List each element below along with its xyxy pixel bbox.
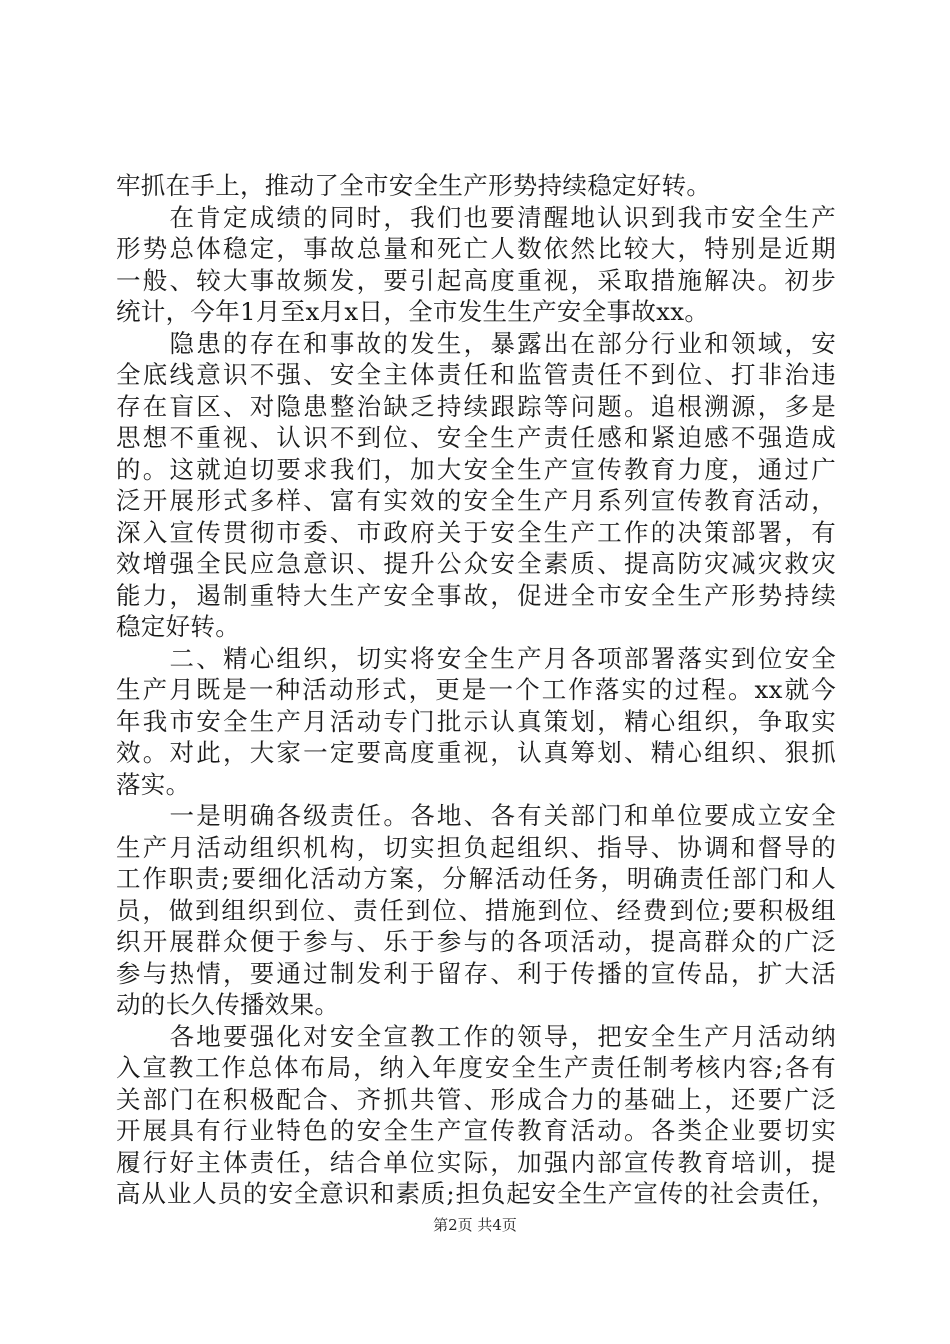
text-line: 一般、较大事故频发，要引起高度重视，采取措施解决。初步 bbox=[116, 265, 836, 295]
text-line: 思想不重视、认识不到位、安全生产责任感和紧迫感不强造成 bbox=[116, 423, 836, 452]
text-line: 织开展群众便于参与、乐于参与的各项活动，提高群众的广泛 bbox=[116, 927, 836, 956]
text-line: 工作职责;要细化活动方案，分解活动任务，明确责任部门和人 bbox=[116, 864, 836, 893]
text-line: 隐患的存在和事故的发生，暴露出在部分行业和领域，安 bbox=[116, 328, 836, 358]
text-line: 履行好主体责任，结合单位实际，加强内部宣传教育培训，提 bbox=[116, 1147, 836, 1177]
text-line: 全底线意识不强、安全主体责任和监管责任不到位、打非治违 bbox=[116, 360, 836, 389]
text-line: 稳定好转。 bbox=[116, 612, 240, 641]
text-line: 形势总体稳定，事故总量和死亡人数依然比较大，特别是近期 bbox=[116, 234, 836, 263]
text-line: 员，做到组织到位、责任到位、措施到位、经费到位;要积极组 bbox=[116, 895, 836, 925]
text-line: 存在盲区、对隐患整治缺乏持续跟踪等问题。追根溯源，多是 bbox=[116, 391, 836, 421]
text-line: 关部门在积极配合、齐抓共管、形成合力的基础上，还要广泛 bbox=[116, 1084, 836, 1114]
text-line: 效。对此，大家一定要高度重视，认真筹划、精心组织、狠抓 bbox=[116, 738, 836, 767]
text-line: 二、精心组织，切实将安全生产月各项部署落实到位安全 bbox=[116, 643, 836, 673]
text-line: 一是明确各级责任。各地、各有关部门和单位要成立安全 bbox=[116, 801, 836, 830]
text-line: 开展具有行业特色的安全生产宣传教育活动。各类企业要切实 bbox=[116, 1116, 836, 1145]
text-line: 动的长久传播效果。 bbox=[116, 990, 340, 1019]
text-line: 牢抓在手上，推动了全市安全生产形势持续稳定好转。 bbox=[116, 171, 712, 200]
document-body bbox=[116, 170, 836, 1210]
text-line: 各地要强化对安全宣教工作的领导，把安全生产月活动纳 bbox=[116, 1021, 836, 1051]
text-line: 的。这就迫切要求我们，加大安全生产宣传教育力度，通过广 bbox=[116, 454, 836, 484]
text-line: 生产月活动组织机构，切实担负起组织、指导、协调和督导的 bbox=[116, 832, 836, 862]
text-line: 在肯定成绩的同时，我们也要清醒地认识到我市安全生产 bbox=[116, 202, 836, 232]
text-line: 参与热情，要通过制发利于留存、利于传播的宣传品，扩大活 bbox=[116, 958, 836, 988]
page-footer: 第2页 共4页 bbox=[433, 1216, 517, 1234]
text-line: 年我市安全生产月活动专门批示认真策划，精心组织，争取实 bbox=[116, 706, 836, 736]
text-line: 效增强全民应急意识、提升公众安全素质、提高防灾减灾救灾 bbox=[116, 549, 836, 578]
text-line: 深入宣传贯彻市委、市政府关于安全生产工作的决策部署，有 bbox=[116, 517, 836, 547]
text-line: 泛开展形式多样、富有实效的安全生产月系列宣传教育活动， bbox=[116, 486, 836, 515]
text-line: 能力，遏制重特大生产安全事故，促进全市安全生产形势持续 bbox=[116, 580, 836, 610]
text-line: 高从业人员的安全意识和素质;担负起安全生产宣传的社会责任， bbox=[116, 1179, 836, 1208]
text-line: 入宣教工作总体布局，纳入年度安全生产责任制考核内容;各有 bbox=[116, 1053, 836, 1082]
text-line: 落实。 bbox=[116, 769, 191, 799]
text-line: 统计，今年1月至x月x日，全市发生生产安全事故xx。 bbox=[116, 297, 710, 326]
text-line: 生产月既是一种活动形式，更是一个工作落实的过程。xx就今 bbox=[116, 675, 836, 704]
